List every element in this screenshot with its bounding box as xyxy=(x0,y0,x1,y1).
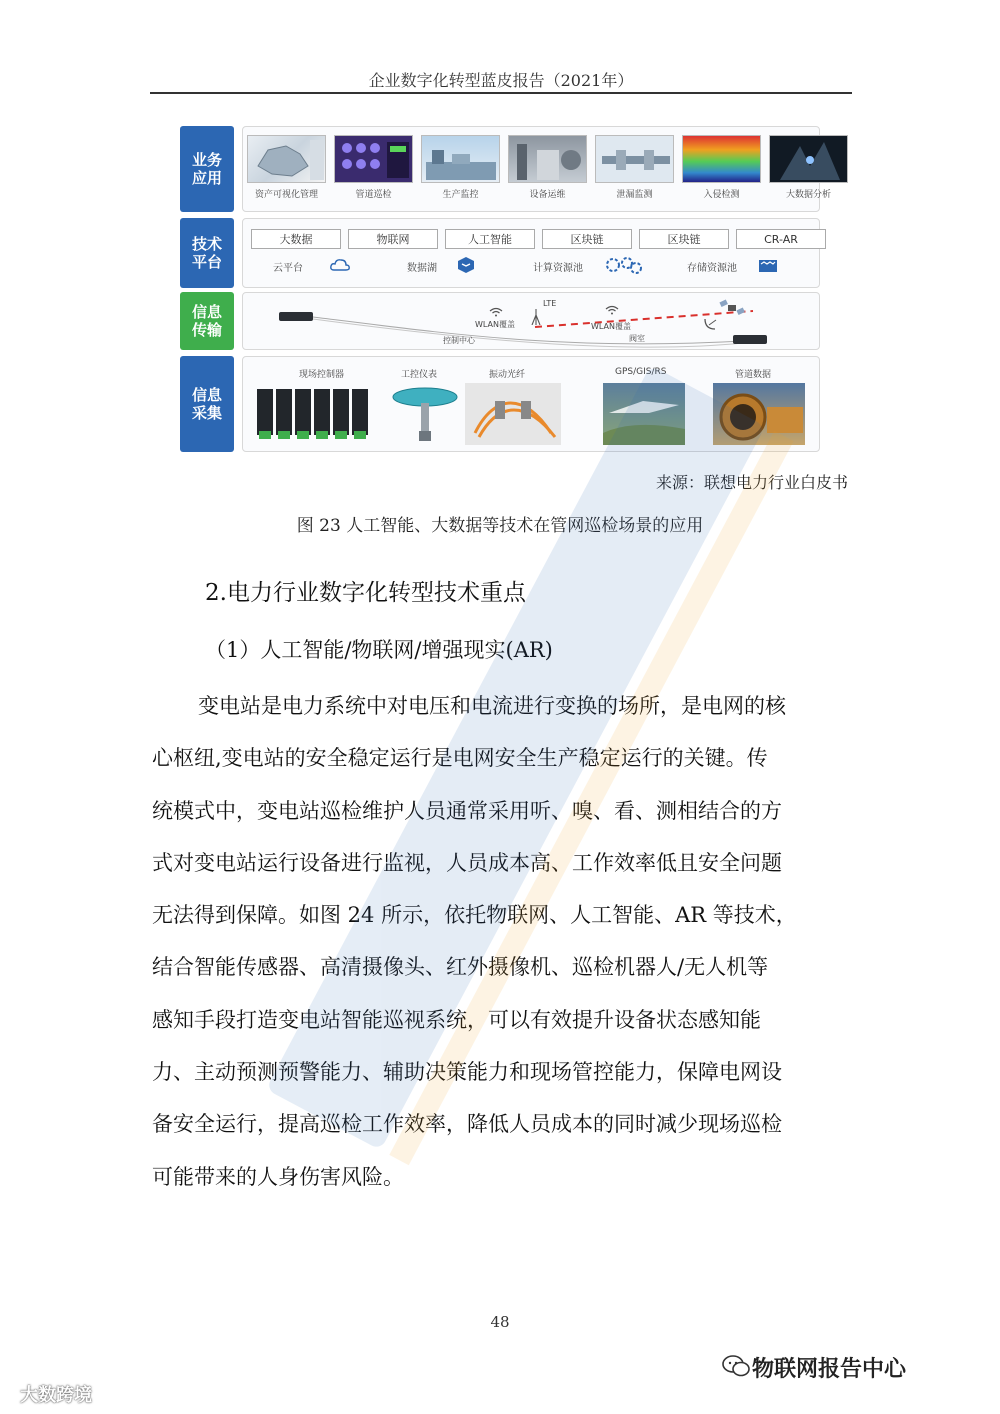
label-wlan-coverage-1: WLAN覆盖 xyxy=(475,320,516,329)
header-rule xyxy=(150,92,852,94)
thumbnail-asset-map xyxy=(247,135,326,183)
antenna-icon xyxy=(530,307,542,325)
paragraph-line: 无法得到保障。如图 24 所示，依托物联网、人工智能、AR 等技术， xyxy=(152,903,797,928)
tag-cr-ar: CR-AR xyxy=(736,229,826,249)
caption-intrusion-detection: 入侵检测 xyxy=(703,190,740,200)
wechat-account-watermark: 物联网报告中心 xyxy=(752,1357,907,1382)
satellite-icon xyxy=(719,297,745,319)
image-pipeline-data xyxy=(713,383,805,445)
thumbnail-leak-detection xyxy=(595,135,674,183)
cloud-icon xyxy=(329,255,351,275)
figure-caption: 图 23 人工智能、大数据等技术在管网巡检场景的应用 xyxy=(296,516,704,536)
corner-watermark: 大数跨境 xyxy=(20,1385,92,1406)
caption-leak-detection: 泄漏监测 xyxy=(616,190,653,200)
wifi-icon xyxy=(605,305,619,315)
thumbnail-big-data-analysis xyxy=(769,135,848,183)
paragraph-line: 可能带来的人身伤害风险。 xyxy=(152,1164,404,1189)
caption-asset-visualization: 资产可视化管理 xyxy=(254,190,318,200)
page-number: 48 xyxy=(490,1313,510,1331)
tag-big-data: 大数据 xyxy=(251,229,341,249)
thumbnail-production-monitor xyxy=(421,135,500,183)
tag-blockchain-1: 区块链 xyxy=(542,229,632,249)
caption-production-monitor: 生产监控 xyxy=(442,190,479,200)
resource-compute-pool: 计算资源池 xyxy=(533,263,583,274)
band-tech-label: 技术平台 xyxy=(180,218,234,288)
label-lte: LTE xyxy=(543,299,557,308)
caption-big-data-analysis: 大数据分析 xyxy=(785,190,831,200)
section-subtitle: （1）人工智能/物联网/增强现实(AR) xyxy=(205,638,553,662)
paragraph-line: 备安全运行，提高巡检工作效率，降低人员成本的同时减少现场巡检 xyxy=(152,1112,782,1137)
storage-icon xyxy=(757,255,779,275)
image-instrument xyxy=(389,383,461,445)
data-lake-icon xyxy=(455,255,477,275)
band-business xyxy=(180,126,831,212)
paragraph-line: 结合智能传感器、高清摄像头、红外摄像机、巡检机器人/无人机等 xyxy=(152,955,769,980)
label-valve-room: 阀室 xyxy=(629,334,645,343)
tag-iot: 物联网 xyxy=(348,229,438,249)
dish-icon xyxy=(703,317,719,331)
page-header-title: 企业数字化转型蓝皮报告（2021年） xyxy=(368,71,634,90)
paragraph-line: 心枢纽,变电站的安全稳定运行是电网安全生产稳定运行的关键。传 xyxy=(152,746,768,771)
body-paragraph xyxy=(152,680,850,1203)
figure-source: 来源：联想电力行业白皮书 xyxy=(655,473,848,492)
band-collection-label: 信息采集 xyxy=(180,356,234,452)
thumbnail-intrusion-detection xyxy=(682,135,761,183)
caption-field-controller: 现场控制器 xyxy=(299,370,345,380)
wechat-icon xyxy=(722,1354,750,1378)
band-transmission xyxy=(180,292,820,350)
image-gps-gis-rs xyxy=(603,383,685,445)
caption-equipment-maintenance: 设备运维 xyxy=(529,190,566,200)
band-tech-platform xyxy=(180,218,820,288)
band-transmission-body xyxy=(242,292,820,350)
paragraph-line: 力、主动预测预警能力、辅助决策能力和现场管控能力，保障电网设 xyxy=(152,1060,782,1085)
band-collection-body xyxy=(242,356,820,452)
band-business-body xyxy=(242,126,831,212)
tag-blockchain-2: 区块链 xyxy=(639,229,729,249)
tag-ai: 人工智能 xyxy=(445,229,535,249)
paragraph-line: 变电站是电力系统中对电压和电流进行变换的场所，是电网的核 xyxy=(198,694,786,718)
image-vibration-fiber xyxy=(465,383,561,445)
thumbnail-equipment-maintenance xyxy=(508,135,587,183)
band-business-label: 业务应用 xyxy=(180,126,234,212)
band-transmission-label: 信息传输 xyxy=(180,292,234,350)
caption-vibration-fiber: 振动光纤 xyxy=(489,370,526,380)
paragraph-line: 统模式中，变电站巡检维护人员通常采用听、嗅、看、测相结合的方 xyxy=(152,798,782,823)
band-collection xyxy=(180,356,820,452)
paragraph-line: 式对变电站运行设备进行监视，人员成本高、工作效率低且安全问题 xyxy=(152,850,782,875)
thumbnail-pipeline-inspection xyxy=(334,135,413,183)
resource-cloud-platform: 云平台 xyxy=(273,263,303,274)
label-control-center: 控制中心 xyxy=(443,336,475,345)
paragraph-line: 感知手段打造变电站智能巡视系统，可以有效提升设备状态感知能 xyxy=(152,1007,761,1032)
caption-pipeline-inspection: 管道巡检 xyxy=(355,190,392,200)
section-title: 2.电力行业数字化转型技术重点 xyxy=(205,580,526,606)
band-tech-body xyxy=(242,218,820,288)
caption-industrial-instrument: 工控仪表 xyxy=(401,370,438,380)
caption-pipeline-data: 管道数据 xyxy=(735,370,772,380)
resource-storage-pool: 存储资源池 xyxy=(687,263,737,274)
label-wlan-coverage-2: WLAN覆盖 xyxy=(591,322,632,331)
wifi-icon xyxy=(489,307,503,317)
caption-gps-gis-rs: GPS/GIS/RS xyxy=(615,367,667,377)
image-field-controllers xyxy=(255,383,375,445)
compute-gears-icon xyxy=(603,255,643,275)
architecture-diagram xyxy=(180,126,831,454)
resource-data-lake: 数据湖 xyxy=(407,263,437,274)
